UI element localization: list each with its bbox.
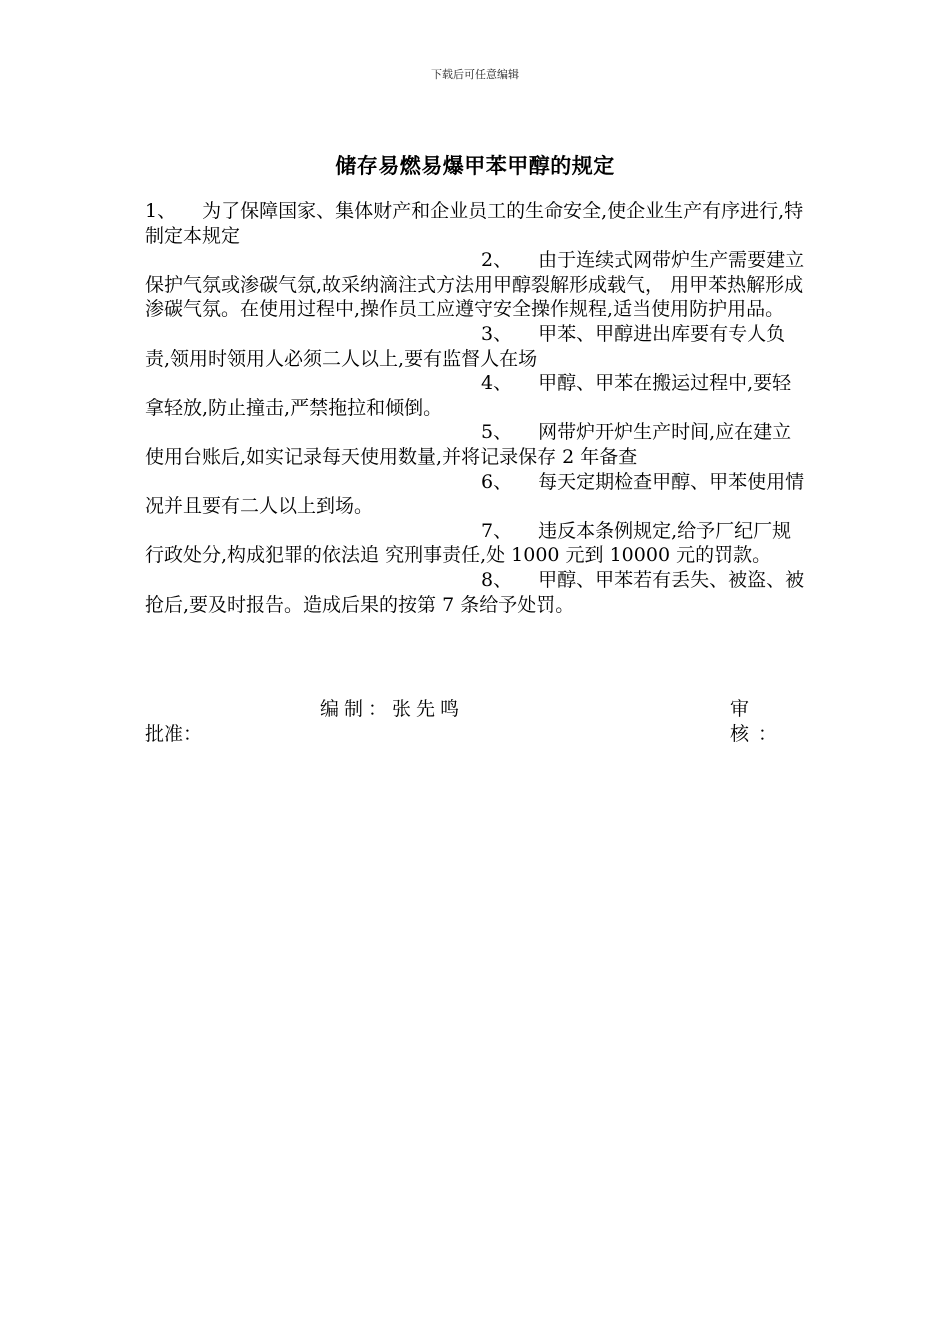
paragraph-7 bbox=[145, 519, 810, 568]
paragraph-5 bbox=[145, 420, 810, 469]
approved-by: 批准： bbox=[145, 722, 203, 745]
header-note: 下载后可任意编辑 bbox=[431, 68, 519, 81]
paragraph-text: 甲苯、甲醇进出库要有专人负责,领用时领用人必须二人以上,要有监督人在场 bbox=[145, 322, 786, 370]
document-title: 储存易燃易爆甲苯甲醇的规定 bbox=[335, 154, 615, 178]
paragraph-1 bbox=[145, 199, 810, 248]
paragraph-6 bbox=[145, 470, 810, 519]
paragraph-number: 3、 bbox=[481, 322, 513, 345]
document-body bbox=[145, 199, 810, 617]
reviewed-by: 审核： bbox=[730, 698, 787, 745]
paragraph-4 bbox=[145, 371, 810, 420]
compiled-by: 编制：张先鸣 bbox=[320, 698, 465, 720]
paragraph-number: 7、 bbox=[481, 519, 513, 542]
paragraph-text: 每天定期检查甲醇、甲苯使用情况并且要有二人以上到场。 bbox=[145, 470, 805, 518]
paragraph-2 bbox=[145, 248, 810, 322]
paragraph-number: 4、 bbox=[481, 372, 513, 395]
paragraph-number: 1、 bbox=[145, 200, 177, 222]
paragraph-number: 5、 bbox=[481, 421, 513, 444]
paragraph-8 bbox=[145, 568, 810, 617]
paragraph-text: 甲醇、甲苯若有丢失、被盗、被抢后,要及时报告。造成后果的按第 7 条给予处罚。 bbox=[145, 568, 805, 616]
paragraph-text: 违反本条例规定,给予厂纪厂规行政处分,构成犯罪的依法追 究刑事责任,处 1000 元到 10000 元的罚款。 bbox=[145, 519, 792, 567]
paragraph-text: 甲醇、甲苯在搬运过程中,要轻拿轻放,防止撞击,严禁拖拉和倾倒。 bbox=[145, 372, 792, 419]
paragraph-text: 为了保障国家、集体财产和企业员工的生命安全,使企业生产有序进行,特制定本规定 bbox=[145, 200, 804, 247]
paragraph-3 bbox=[145, 322, 810, 371]
paragraph-text: 网带炉开炉生产时间,应在建立使用台账后,如实记录每天使用数量,并将记录保存 2 年备查 bbox=[145, 421, 792, 468]
paragraph-number: 6、 bbox=[481, 470, 513, 493]
paragraph-number: 8、 bbox=[481, 568, 513, 591]
paragraph-number: 2、 bbox=[481, 249, 513, 272]
paragraph-text: 由于连续式网带炉生产需要建立保护气氛或渗碳气氛,故采纳滴注式方法用甲醇裂解形成载气， 用甲苯热解形成渗碳气氛。在使用过程中,操作员工应遵守安全操作规程,适当使用防护用品。 bbox=[145, 249, 805, 321]
